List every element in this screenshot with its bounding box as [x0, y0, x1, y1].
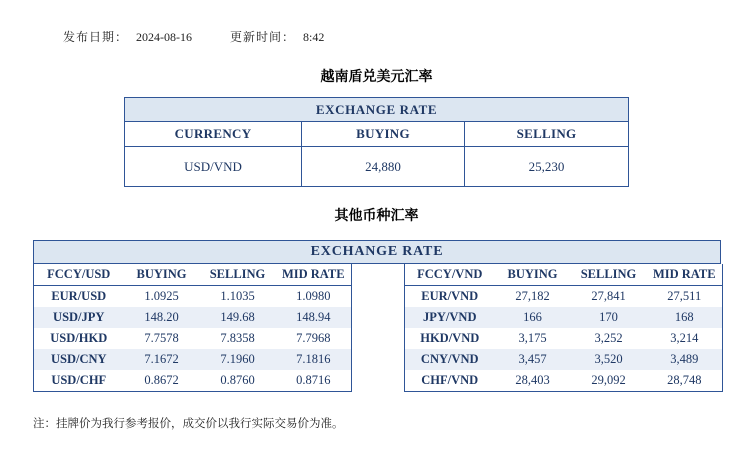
fccy-usd-row-buying: 7.1672	[124, 349, 200, 370]
disclaimer-note: 注：挂牌价为我行参考报价，成交价以我行实际交易价为准。	[33, 418, 344, 430]
fccy-usd-row-buying: 148.20	[124, 307, 200, 328]
fccy-vnd-row-mid: 3,489	[647, 349, 723, 370]
fccy-usd-row-buying: 1.0925	[124, 286, 200, 308]
usd-row-selling: 25,230	[465, 147, 629, 187]
fccy-vnd-row-buying: 3,457	[495, 349, 571, 370]
fccy-usd-row-mid: 7.7968	[276, 328, 352, 349]
fccy-vnd-row-mid: 168	[647, 307, 723, 328]
table-row	[34, 307, 352, 328]
fccy-usd-row-selling: 7.1960	[200, 349, 276, 370]
fccy-usd-header-buying: BUYING	[124, 264, 200, 286]
fccy-usd-header-pair: FCCY/USD	[34, 264, 124, 286]
table-row	[34, 349, 352, 370]
fccy-vnd-row-selling: 29,092	[571, 370, 647, 392]
table-row	[405, 328, 723, 349]
fccy-usd-row-mid: 0.8716	[276, 370, 352, 392]
usd-row-currency: USD/VND	[125, 147, 302, 187]
fccy-vnd-row-pair: HKD/VND	[405, 328, 495, 349]
fccy-vnd-row-pair: CNY/VND	[405, 349, 495, 370]
fccy-vnd-row-mid: 28,748	[647, 370, 723, 392]
fccy-vnd-row-pair: JPY/VND	[405, 307, 495, 328]
fccy-vnd-row-selling: 170	[571, 307, 647, 328]
fccy-vnd-header-pair: FCCY/VND	[405, 264, 495, 286]
other-currencies-title: 其他币种汇率	[334, 209, 419, 224]
fccy-usd-table	[33, 264, 352, 392]
fccy-vnd-table	[404, 264, 723, 392]
other-currencies-section	[33, 240, 721, 392]
fccy-vnd-row-mid: 3,214	[647, 328, 723, 349]
fccy-usd-row-mid: 148.94	[276, 307, 352, 328]
table-row	[34, 286, 352, 308]
usd-table-band: EXCHANGE RATE	[125, 98, 629, 122]
fccy-usd-row-selling: 1.1035	[200, 286, 276, 308]
fccy-vnd-row-selling: 3,252	[571, 328, 647, 349]
table-row	[405, 286, 723, 308]
fccy-vnd-row-selling: 27,841	[571, 286, 647, 308]
fccy-vnd-row-mid: 27,511	[647, 286, 723, 308]
other-table-band: EXCHANGE RATE	[33, 240, 721, 264]
update-time-label: 更新时间：	[230, 30, 296, 44]
main-title: 越南盾兑美元汇率	[320, 70, 433, 85]
fccy-vnd-header-buying: BUYING	[495, 264, 571, 286]
fccy-vnd-row-buying: 166	[495, 307, 571, 328]
usd-table-header-selling: SELLING	[465, 122, 629, 147]
fccy-usd-row-pair: USD/CHF	[34, 370, 124, 392]
table-row	[34, 370, 352, 392]
usd-vnd-table-wrapper	[124, 97, 628, 187]
publish-date-label: 发布日期：	[63, 30, 129, 44]
usd-table-header-buying: BUYING	[302, 122, 465, 147]
fccy-usd-row-pair: USD/JPY	[34, 307, 124, 328]
table-row	[34, 328, 352, 349]
fccy-vnd-row-buying: 27,182	[495, 286, 571, 308]
fccy-usd-row-pair: USD/HKD	[34, 328, 124, 349]
table-row	[405, 349, 723, 370]
fccy-vnd-row-buying: 28,403	[495, 370, 571, 392]
table-gap	[352, 264, 404, 392]
fccy-usd-row-pair: EUR/USD	[34, 286, 124, 308]
fccy-usd-header-selling: SELLING	[200, 264, 276, 286]
usd-table-header-currency: CURRENCY	[125, 122, 302, 147]
publish-date-value: 2024-08-16	[136, 30, 193, 44]
fccy-usd-row-buying: 0.8672	[124, 370, 200, 392]
fccy-vnd-header-selling: SELLING	[571, 264, 647, 286]
fccy-usd-row-mid: 1.0980	[276, 286, 352, 308]
fccy-usd-row-selling: 0.8760	[200, 370, 276, 392]
table-row	[405, 370, 723, 392]
fccy-usd-row-selling: 149.68	[200, 307, 276, 328]
fccy-vnd-header-mid: MID RATE	[647, 264, 723, 286]
fccy-usd-row-buying: 7.7578	[124, 328, 200, 349]
fccy-usd-row-selling: 7.8358	[200, 328, 276, 349]
fccy-vnd-row-selling: 3,520	[571, 349, 647, 370]
update-time-value: 8:42	[303, 30, 325, 44]
table-row	[125, 147, 629, 187]
table-row	[405, 307, 723, 328]
fccy-vnd-row-buying: 3,175	[495, 328, 571, 349]
fccy-usd-row-pair: USD/CNY	[34, 349, 124, 370]
fccy-vnd-row-pair: EUR/VND	[405, 286, 495, 308]
usd-vnd-table	[124, 97, 629, 187]
fccy-vnd-row-pair: CHF/VND	[405, 370, 495, 392]
fccy-usd-row-mid: 7.1816	[276, 349, 352, 370]
publish-meta	[63, 28, 324, 45]
fccy-usd-header-mid: MID RATE	[276, 264, 352, 286]
usd-row-buying: 24,880	[302, 147, 465, 187]
